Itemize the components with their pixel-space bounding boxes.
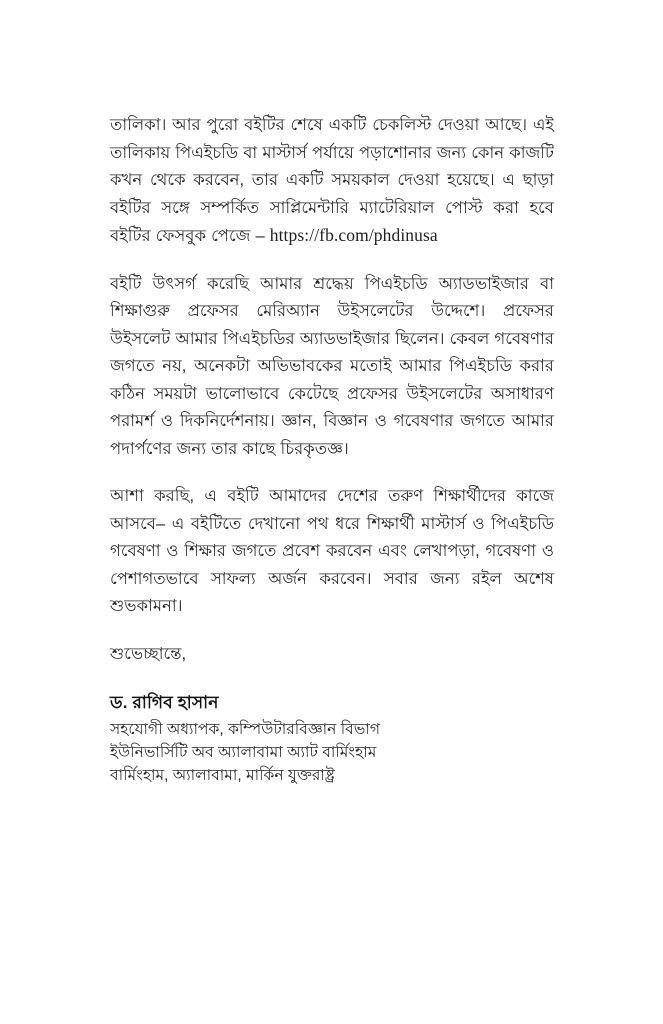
facebook-page-url[interactable]: https://fb.com/phdinusa: [269, 225, 438, 245]
author-name: ড. রাগিব হাসান: [110, 693, 219, 712]
page-content: [110, 112, 554, 787]
paragraph-1-text: তালিকা। আর পুরো বইটির শেষে একটি চেকলিস্ট দেওয়া আছে। এই তালিকায় পিএইচডি বা মাস্টার্স পর্যায়ে পড়াশোনার জন্য কোন কাজটি কখন থেকে করবেন, তার একটি সময়কাল দেওয়া হয়েছে। এ ছাড়া বইটির সঙ্গে সম্পর্কিত সাপ্লিমেন্টারি ম্যাটেরিয়াল পোস্ট করা হবে বইটির ফেসবুক পেজে –: [110, 116, 554, 245]
closing-salutation: শুভেচ্ছান্তে,: [110, 644, 187, 663]
body-paragraph-2: বইটি উৎসর্গ করেছি আমার শ্রদ্ধেয় পিএইচডি অ্যাডভাইজার বা শিক্ষাগুরু প্রফেসর মেরিঅ্যান উইসলেটের উদ্দেশে। প্রফেসর উইসলেট আমার পিএইচডির অ্যাডভাইজার ছিলেন। কেবল গবেষণার জগতে নয়, অনেকটা অভিভাবকের মতোই আমার পিএইচডি করার কঠিন সময়টা ভালোভাবে কেটেছে প্রফেসর উইসলেটের অসাধারণ পরামর্শ ও দিকনির্দেশনায়। জ্ঞান, বিজ্ঞান ও গবেষণার জগতে আমার পদার্পণের জন্য তার কাছে চিরকৃতজ্ঞ।: [110, 274, 554, 458]
author-title: সহযোগী অধ্যাপক, কম্পিউটারবিজ্ঞান বিভাগ: [110, 721, 381, 738]
body-paragraph-3: আশা করছি, এ বইটি আমাদের দেশের তরুণ শিক্ষার্থীদের কাজে আসবে– এ বইটিতে দেখানো পথ ধরে শিক্ষার্থী মাস্টার্স ও পিএইচডি গবেষণা ও শিক্ষার জগতে প্রবেশ করবেন এবং লেখাপড়া, গবেষণা ও পেশাগতভাবে সাফল্য অর্জন করবেন। সবার জন্য রইল অশেষ শুভকামনা।: [110, 487, 554, 615]
author-location: বার্মিংহাম, অ্যালাবামা, মার্কিন যুক্তরাষ্ট্র: [110, 767, 335, 784]
signature-block: [110, 690, 554, 787]
body-paragraph-1: [110, 112, 554, 251]
author-institution: ইউনিভার্সিটি অব অ্যালাবামা অ্যাট বার্মিংহাম: [110, 744, 377, 761]
